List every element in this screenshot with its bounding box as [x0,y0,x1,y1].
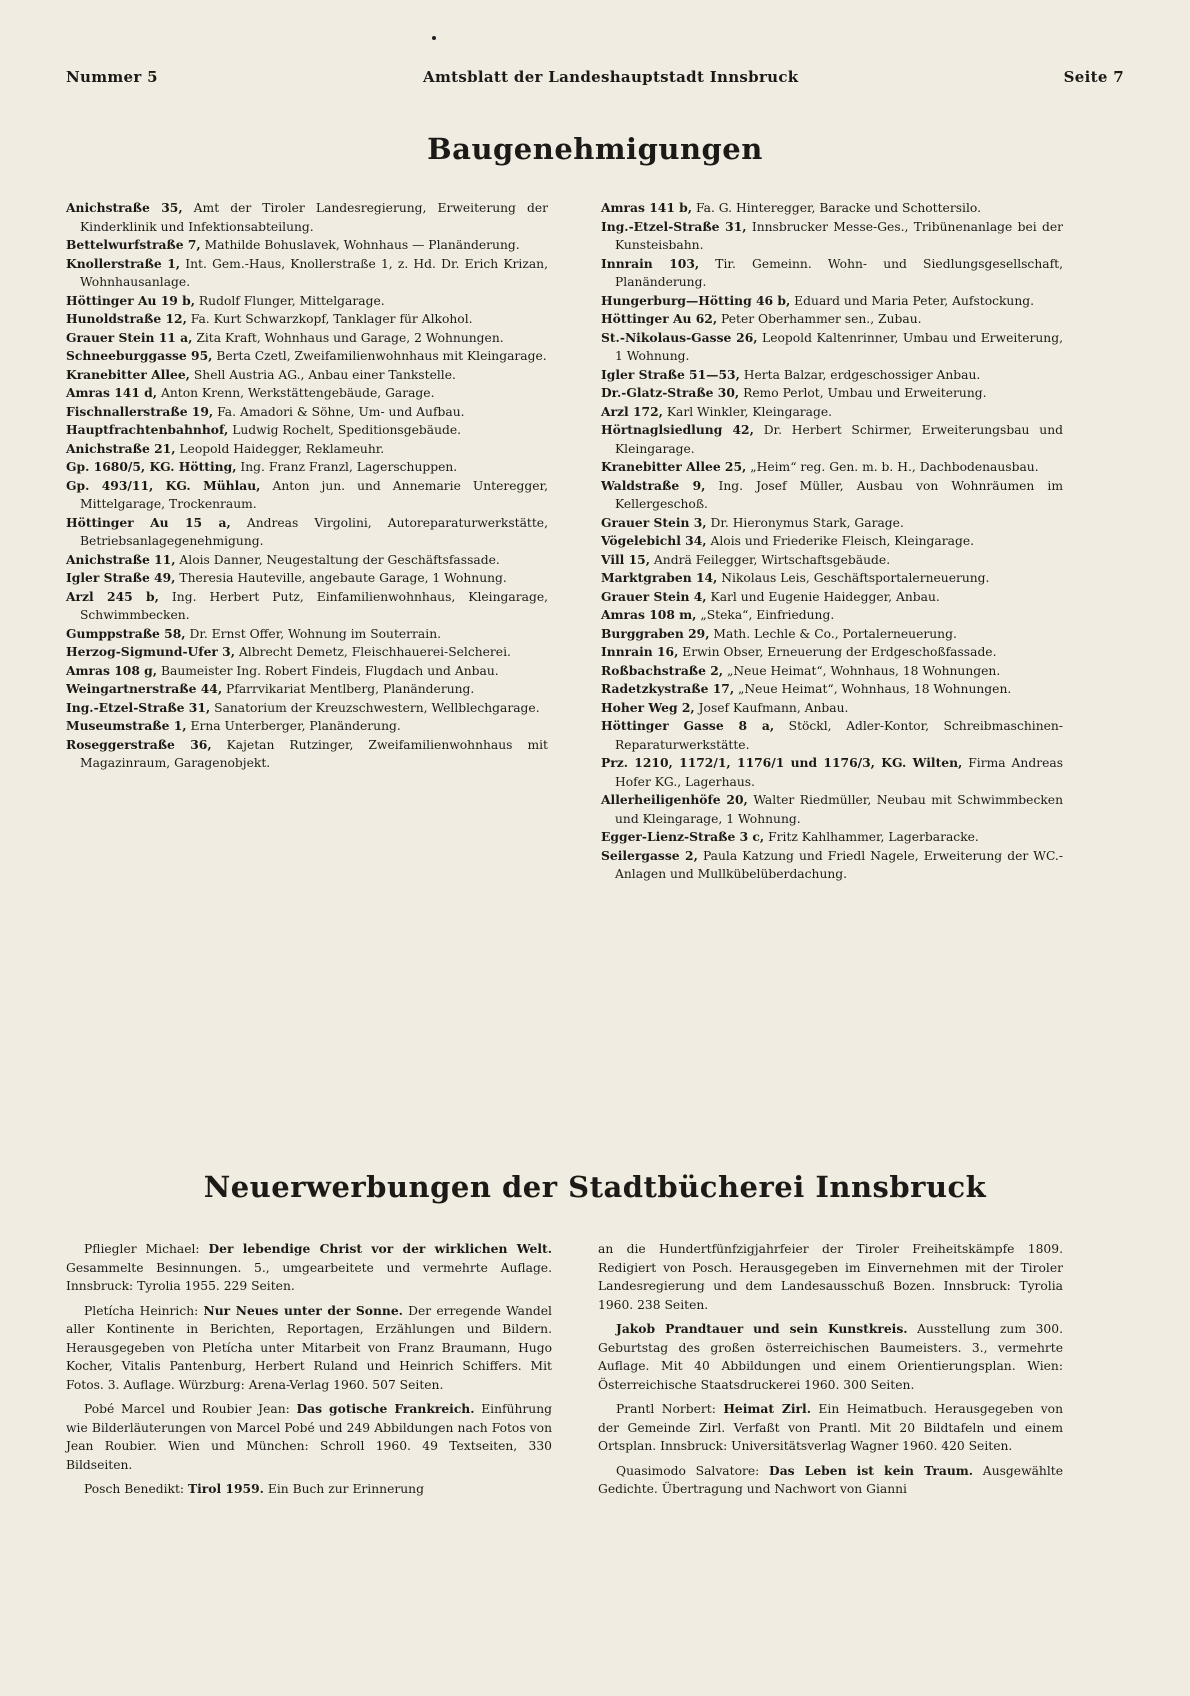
permit-address: Marktgraben 14, [601,570,718,585]
permit-details: Anton Krenn, Werkstättengebäude, Garage. [157,386,435,400]
permit-address: Amras 141 b, [601,200,693,215]
permit-details: Josef Kaufmann, Anbau. [694,700,849,715]
book-title: Der lebendige Christ vor der wirklichen Welt. [208,1241,552,1256]
permit-entry [66,421,548,440]
permit-details: Leopold Haidegger, Reklameuhr. [175,441,385,456]
permit-entry [601,643,1063,662]
permit-details: Theresia Hauteville, angebaute Garage, 1 Wohnung. [175,571,507,585]
permit-entry [601,255,1063,292]
permit-entry [601,680,1063,699]
permit-entry [601,477,1063,514]
permit-address: Hunoldstraße 12, [66,311,187,326]
permit-details: Mathilde Bohuslavek, Wohnhaus — Planänderung. [200,238,520,252]
permit-address: Amras 141 d, [66,385,158,400]
permit-address: Amras 108 g, [66,662,158,678]
book-entry [66,1400,552,1474]
permit-entry [601,329,1064,366]
book-entry [66,1480,552,1499]
permit-details: Zita Kraft, Wohnhaus und Garage, 2 Wohnungen. [192,330,504,345]
permit-address: Arzl 172, [601,403,663,419]
permit-entry [601,551,1063,570]
book-title: Das Leben ist kein Traum. [769,1462,974,1478]
permit-details: Firma Andreas Hofer KG., Lagerhaus. [615,756,1063,789]
permit-details: Pfarrvikariat Mentlberg, Planänderung. [222,682,475,696]
permit-entry [601,421,1063,458]
permit-entry [601,532,1063,551]
permit-entry [66,255,548,292]
permits-left-column [66,199,548,773]
permit-entry [601,218,1063,255]
permit-address: St.-Nikolaus-Gasse 26, [601,329,758,345]
permit-entry [601,606,1063,625]
permit-address: Arzl 245 b, [66,588,159,604]
permit-entry [601,366,1063,385]
book-entry [598,1400,1063,1456]
permit-address: Grauer Stein 3, [601,514,707,530]
book-title: Tirol 1959. [187,1481,264,1496]
permit-address: Innrain 16, [601,644,679,659]
permit-address: Höttinger Au 19 b, [66,292,196,308]
section-title-library-acquisitions: Neuerwerbungen der Stadtbücherei Innsbruck [203,1170,987,1204]
permit-address: Herzog-Sigmund-Ufer 3, [66,644,235,659]
permit-details: Erwin Obser, Erneuerung der Erdgeschoßfassade. [678,645,997,659]
permit-entry [601,403,1063,422]
permit-details: Erna Unterberger, Planänderung. [186,719,401,733]
page-header [66,68,1124,86]
permit-details: Kajetan Rutzinger, Zweifamilienwohnhaus mit Magazinraum, Garagenobjekt. [80,737,549,770]
permit-address: Prz. 1210, 1172/1, 1176/1 und 1176/3, KG. Wilten, [601,755,963,770]
permit-details: Baumeister Ing. Robert Findeis, Flugdach und Anbau. [157,663,499,678]
book-title: Jakob Prandtauer und sein Kunstkreis. [616,1321,908,1336]
permit-entry [601,384,1063,403]
permit-details: Ludwig Rochelt, Speditionsgebäude. [228,423,462,437]
permit-entry [601,625,1063,644]
permit-address: Grauer Stein 11 a, [66,329,193,345]
permit-details: Dr. Hieronymus Stark, Garage. [706,515,904,530]
book-entry [66,1240,552,1296]
book-details: Einführung wie Bilderläuterungen von Marcel Pobé und 249 Abbildungen nach Fotos von Jean Roubier. Wien und München: Schroll 1960. 49 Textseiten, 330 Bildseiten. [66,1402,553,1472]
book-entry [66,1302,552,1395]
permit-details: Sanatorium der Kreuzschwestern, Wellblechgarage. [210,700,540,715]
permit-address: Vill 15, [601,551,651,567]
book-author: Quasimodo Salvatore: [616,1463,770,1478]
book-details: Der erregende Wandel aller Kontinente in Berichten, Reportagen, Erzählungen und Bildern. Herausgegeben von Pletícha unter Mitarbeit von Franz Braumann, Hugo Kocher, Vitalis Pantenburg, Herbert Ruland und Heinrich Schiffers. Mit Fotos. 3. Auflage. Würzburg: Arena-Verlag 1960. 507 Seiten. [66,1303,552,1392]
permit-details: Dr. Herbert Schirmer, Erweiterungsbau und Kleingarage. [615,423,1063,456]
permit-address: Amras 108 m, [601,607,697,622]
permit-entry [66,569,548,588]
permit-address: Höttinger Au 62, [601,311,718,326]
permit-entry [66,699,548,718]
permit-details: „Steka“, Einfriedung. [696,608,835,622]
permit-address: Igler Straße 51—53, [601,366,740,382]
permit-address: Bettelwurfstraße 7, [66,237,201,252]
book-title: Nur Neues unter der Sonne. [203,1302,403,1318]
permit-details: Karl Winkler, Kleingarage. [662,404,833,419]
permit-address: Igler Straße 49, [66,570,176,585]
permit-details: Tir. Gemeinn. Wohn- und Siedlungsgesellschaft, Planänderung. [615,256,1063,289]
permit-details: Stöckl, Adler-Kontor, Schreibmaschinen-Reparaturwerkstätte. [615,719,1063,752]
permit-details: Ing. Herbert Putz, Einfamilienwohnhaus, Kleingarage, Schwimmbecken. [80,589,549,622]
permit-details: Peter Oberhammer sen., Zubau. [717,312,922,326]
permit-entry [66,643,548,662]
book-entry [598,1462,1063,1499]
permit-address: Grauer Stein 4, [601,588,707,604]
book-details: Ein Buch zur Erinnerung [263,1482,424,1496]
permit-details: Int. Gem.-Haus, Knollerstraße 1, z. Hd. Dr. Erich Krizan, Wohnhausanlage. [80,256,548,289]
permit-details: Walter Riedmüller, Neubau mit Schwimmbecken und Kleingarage, 1 Wohnung. [615,793,1063,826]
book-details: Ausgewählte Gedichte. Übertragung und Nachwort von Gianni [598,1463,1063,1496]
permit-details: Rudolf Flunger, Mittelgarage. [195,293,385,308]
permit-entry [66,680,548,699]
permit-entry [601,569,1063,588]
permit-address: Hungerburg—Hötting 46 b, [601,292,791,308]
permit-entry [66,292,548,311]
permit-address: Kranebitter Allee 25, [601,459,747,474]
permit-details: Paula Katzung und Friedl Nagele, Erweiterung der WC.-Anlagen und Mullkübelüberdachung. [615,848,1063,881]
book-author: Posch Benedikt: [84,1482,188,1496]
publication-title: Amtsblatt der Landeshauptstadt Innsbruck [423,68,799,86]
book-author: Pobé Marcel und Roubier Jean: [84,1402,297,1416]
print-mark [432,36,436,40]
permit-entry [601,458,1063,477]
permit-details: Berta Czetl, Zweifamilienwohnhaus mit Kleingarage. [212,349,547,363]
permit-details: Albrecht Demetz, Fleischhauerei-Selcherei. [235,645,511,659]
permit-details: Fa. Amadori & Söhne, Um- und Aufbau. [213,404,465,419]
permit-address: Radetzkystraße 17, [601,681,735,696]
permit-entry [601,791,1063,828]
permit-address: Gp. 493/11, KG. Mühlau, [66,477,261,493]
permit-details: Anton jun. und Annemarie Unteregger, Mittelgarage, Trockenraum. [80,478,548,511]
permit-entry [66,347,548,366]
permits-right-column [601,199,1063,884]
permit-details: „Neue Heimat“, Wohnhaus, 18 Wohnungen. [723,663,1001,678]
book-title: Heimat Zirl. [723,1401,811,1416]
permit-address: Innrain 103, [601,255,700,271]
permit-details: Amt der Tiroler Landesregierung, Erweiterung der Kinderklinik und Infektionsabteilung. [80,201,548,234]
permit-details: Alois und Friederike Fleisch, Kleingarage. [706,534,975,548]
permit-entry [601,514,1063,533]
permit-entry [66,717,548,736]
permit-address: Weingartnerstraße 44, [66,681,223,696]
book-details: Ausstellung zum 300. Geburtstag des großen österreichischen Baumeisters. 3., vermehrte Auflage. Mit 40 Abbildungen und einem Orientierungsplan. Wien: Österreichische Staatsdruckerei 1960. 300 Seiten. [598,1322,1063,1392]
permit-entry [601,847,1063,884]
permit-entry [66,458,548,477]
permit-address: Knollerstraße 1, [66,255,181,271]
permit-details: Fa. G. Hinteregger, Baracke und Schottersilo. [692,201,981,215]
permit-entry [601,699,1063,718]
permit-address: Gp. 1680/5, KG. Hötting, [66,459,237,474]
permit-details: Alois Danner, Neugestaltung der Geschäftsfassade. [175,552,500,567]
book-entry [598,1240,1063,1314]
permit-entry [66,551,548,570]
permit-details: Fritz Kahlhammer, Lagerbaracke. [764,830,979,844]
permit-details: Innsbrucker Messe-Ges., Tribünenanlage bei der Kunsteisbahn. [615,219,1063,252]
permit-address: Höttinger Au 15 a, [66,514,231,530]
permit-address: Gumppstraße 58, [66,625,186,641]
permit-address: Hörtnaglsiedlung 42, [601,422,754,437]
permit-entry [66,403,548,422]
permit-address: Waldstraße 9, [601,477,706,493]
permit-address: Kranebitter Allee, [66,366,190,382]
permit-details: Andrä Feilegger, Wirtschaftsgebäude. [650,552,891,567]
permit-address: Schneeburggasse 95, [66,348,213,363]
section-title-building-permits: Baugenehmigungen [427,132,763,166]
book-author: Pfliegler Michael: [84,1242,209,1256]
permit-address: Allerheiligenhöfe 20, [601,792,748,807]
permit-address: Roseggerstraße 36, [66,736,212,752]
permit-address: Höttinger Gasse 8 a, [601,718,775,733]
book-author: Prantl Norbert: [616,1402,724,1416]
permit-address: Egger-Lienz-Straße 3 c, [601,829,765,844]
permit-entry [601,754,1063,791]
book-details: Gesammelte Besinnungen. 5., umgearbeitete und vermehrte Auflage. Innsbruck: Tyrolia 1955. 229 Seiten. [66,1260,552,1293]
page-number: Seite 7 [1063,68,1124,86]
permit-entry [66,236,548,255]
permit-entry [601,588,1063,607]
book-title: Das gotische Frankreich. [296,1401,475,1416]
permit-entry [601,828,1063,847]
permit-entry [601,662,1063,681]
books-right-column [598,1240,1063,1505]
permit-details: Fa. Kurt Schwarzkopf, Tanklager für Alkohol. [186,312,473,326]
permit-details: Remo Perlot, Umbau und Erweiterung. [739,386,987,400]
permit-address: Anichstraße 11, [66,551,176,567]
permit-entry [66,514,548,551]
permit-entry [66,440,548,459]
permit-address: Burggraben 29, [601,625,710,641]
permit-details: Leopold Kaltenrinner, Umbau und Erweiterung, 1 Wohnung. [615,330,1064,363]
permit-details: Math. Lechle & Co., Portalerneuerung. [709,626,957,641]
permit-details: „Heim“ reg. Gen. m. b. H., Dachbodenausbau. [746,460,1039,474]
permit-entry [66,310,548,329]
permit-address: Ing.-Etzel-Straße 31, [601,218,747,234]
permit-details: Nikolaus Leis, Geschäftsportalerneuerung. [717,571,990,585]
permit-details: Andreas Virgolini, Autoreparaturwerkstätte, Betriebsanlagegenehmigung. [80,515,548,548]
permit-details: „Neue Heimat“, Wohnhaus, 18 Wohnungen. [734,682,1012,696]
book-details: Ein Heimatbuch. Herausgegeben von der Gemeinde Zirl. Verfaßt von Prantl. Mit 20 Bildtafeln und einem Ortsplan. Innsbruck: Universitätsverlag Wagner 1960. 420 Seiten. [598,1402,1064,1453]
permit-entry [66,736,549,773]
permit-entry [601,292,1063,311]
permit-address: Hauptfrachtenbahnhof, [66,422,229,437]
books-left-column [66,1240,552,1505]
permit-address: Roßbachstraße 2, [601,662,724,678]
permit-address: Vögelebichl 34, [601,533,707,548]
permit-details: Ing. Franz Franzl, Lagerschuppen. [236,460,458,474]
permit-address: Ing.-Etzel-Straße 31, [66,699,211,715]
permit-address: Anichstraße 21, [66,440,176,456]
permit-address: Seilergasse 2, [601,847,698,863]
permit-details: Dr. Ernst Offer, Wohnung im Souterrain. [185,626,442,641]
permit-entry [601,199,1063,218]
permit-address: Anichstraße 35, [66,200,183,215]
permit-details: Ing. Josef Müller, Ausbau von Wohnräumen im Kellergeschoß. [615,478,1063,511]
permit-address: Hoher Weg 2, [601,699,695,715]
permit-entry [66,366,548,385]
permit-details: Karl und Eugenie Haidegger, Anbau. [706,589,940,604]
permit-details: Eduard und Maria Peter, Aufstockung. [790,293,1035,308]
permit-entry [66,625,548,644]
permit-entry [66,199,548,236]
permit-entry [66,662,548,681]
book-entry [598,1320,1063,1394]
book-author: Pletícha Heinrich: [84,1303,204,1318]
permit-entry [66,384,548,403]
permit-entry [601,310,1063,329]
permit-entry [601,717,1063,754]
permit-entry [66,588,549,625]
permit-entry [66,329,548,348]
permit-address: Dr.-Glatz-Straße 30, [601,385,740,400]
permit-entry [66,477,548,514]
issue-number: Nummer 5 [66,68,158,86]
permit-address: Museumstraße 1, [66,718,187,733]
permit-details: Shell Austria AG., Anbau einer Tankstelle. [189,367,456,382]
permit-address: Fischnallerstraße 19, [66,403,214,419]
permit-details: Herta Balzar, erdgeschossiger Anbau. [739,367,981,382]
book-details: an die Hundertfünfzigjahrfeier der Tiroler Freiheitskämpfe 1809. Redigiert von Posch. Herausgegeben im Einvernehmen mit der Tiroler Landesregierung und dem Landesausschuß Bozen. Innsbruck: Tyrolia 1960. 238 Seiten. [598,1242,1063,1312]
